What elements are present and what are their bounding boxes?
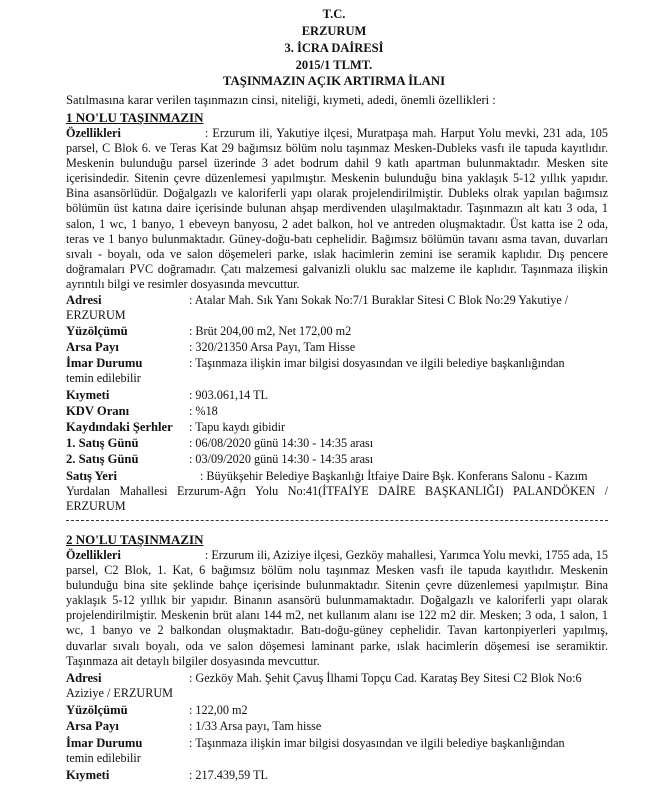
- section-1-vat: : %18: [189, 404, 218, 418]
- section-divider: [66, 520, 608, 521]
- section-2-zoning-cont: temin edilebilir: [66, 751, 141, 765]
- section-1-features-text: : Erzurum ili, Yakutiye ilçesi, Muratpaşa mah. Harput Yolu mevki, 231 ada, 105 parsel, C Blok 6. ve Teras Kat 29 bağımsız bölüm nolu taşınmaz Mesken-Dubleks vasfı ile tapuda kayıtlıdır. Meskenin bulunduğu parsel üzerinde 3 adet bodrum dahil 9 katlı apartman bulunmaktadır. Mesken site içerisindedir. Sitenin çevre düzenlemesi yapılmıştır. Meskenin bulunduğu bina yaklaşık 5-12 yıllık yapıdır. Bina asansörlüdür. Doğalgazlı ve kaloriferli yapı olarak projelendirilmiştir. Dubleks olrak yapılan bağımsız bölümün üst katına daire içerisinde bulunan ahşap merdivenden ulaşılmaktadır. Taşınmazın alt katı 3 oda, 1 salon, 1 wc, 1 banyo, 1 ebeveyn banyosu, 2 adet balkon, hol ve antreden oluşmaktadır. Üst katta ise 2 oda, teras ve 1 banyo bulunmaktadır. Güney-doğu-batı cephelidir. Bağımsız bölümün tavanı asma tavan, duvarları sıvalı - boyalı, oda ve salon döşemeleri parke, ıslak hacimlerin zemini ise seramik kaplıdır. Dış pencere doğramaları PVC doğramadır. Çatı malzemesi galvanizli oluklu sac malzeme ile kaplıdır. Taşınmaza ilişkin ayrıntılı bilgi ve resimler dosyasında mevcuttur.: [66, 126, 608, 291]
- section-1-area: : Brüt 204,00 m2, Net 172,00 m2: [189, 324, 352, 338]
- section-2-area-label: Yüzölçümü: [66, 703, 128, 717]
- section-1-title: 1 NO'LU TAŞINMAZIN: [66, 110, 204, 125]
- section-1-address-cont: ERZURUM: [66, 308, 126, 322]
- section-1-annotations: : Tapu kaydı gibidir: [189, 420, 286, 434]
- section-2-land-share-label: Arsa Payı: [66, 719, 119, 733]
- section-2-zoning-label: İmar Durumu: [66, 736, 143, 750]
- section-2-features-text: : Erzurum ili, Aziziye ilçesi, Gezköy mahallesi, Yarımca Yolu mevki, 1755 ada, 15 parsel, C2 Blok, 1. Kat, 6 bağımsız bölüm nolu taşınmaz Mesken vasfı ile tapuda kayıtlıdır. Meskenin bulunduğu bina site şeklinde bahçe içerisinde bulunmaktadır. Sitenin çevre düzenlemesi yapılmıştır. Bina yaklaşık 5-12 yıllık bir yapıdır. Binanın asansörü bulunmamaktadır. Doğalgazlı ve kaloriferli yapı olarak projelendirilmiştir. Meskenin brüt alanı 144 m2, net kullanım alanı ise 122 m2 dir. Mesken; 3 oda, 1 salon, 1 wc, 1 banyo ve 2 balkondan oluşmaktadır. Batı-doğu-güney cephelidir. Tavan kartonpiyerleri yapılmış, duvarlar sıvalı boyalı, oda ve salon döşemesi laminant parke, ıslak hacimlerin döşemesi ise seramiktir. Taşınmaza ait detaylı bilgiler dosyasında mevcuttur.: [66, 548, 608, 668]
- header-office: 3. İCRA DAİRESİ: [284, 41, 384, 55]
- section-2-address: : Gezköy Mah. Şehit Çavuş İlhami Topçu Cad. Karataş Bey Sitesi C2 Blok No:6: [189, 671, 582, 685]
- section-1-vat-label: KDV Oranı: [66, 404, 130, 418]
- section-1-address-label: Adresi: [66, 293, 102, 307]
- section-2-features-label: Özellikleri: [66, 548, 121, 562]
- section-1-zoning: : Taşınmaza ilişkin imar bilgisi dosyasından ve ilgili belediye başkanlığından: [189, 356, 565, 370]
- section-2-area: : 122,00 m2: [189, 703, 248, 717]
- section-1-sale-place-cont: Yurdalan Mahallesi Erzurum-Ağrı Yolu No:41(İTFAİYE DAİRE BAŞKANLIĞI) PALANDÖKEN / ERZURUM: [66, 484, 608, 514]
- section-2-features: [66, 548, 608, 669]
- intro-text: Satılmasına karar verilen taşınmazın cinsi, niteliği, kıymeti, adedi, önemli özellikleri :: [66, 93, 496, 107]
- section-1-address: : Atalar Mah. Sık Yanı Sokak No:7/1 Buraklar Sitesi C Blok No:29 Yakutiye /: [189, 293, 569, 307]
- section-1-annotations-label: Kaydındaki Şerhler: [66, 420, 173, 434]
- section-1-sale2-label: 2. Satış Günü: [66, 452, 139, 466]
- section-2-land-share: : 1/33 Arsa payı, Tam hisse: [189, 719, 322, 733]
- header-city: ERZURUM: [301, 24, 367, 38]
- section-1-sale-place: : Büyükşehir Belediye Başkanlığı İtfaiye Daire Bşk. Konferans Salonu - Kazım: [200, 469, 588, 483]
- header-tc: T.C.: [322, 7, 346, 21]
- header-file-number: 2015/1 TLMT.: [295, 58, 373, 72]
- section-1-land-share: : 320/21350 Arsa Payı, Tam Hisse: [189, 340, 356, 354]
- section-1-area-label: Yüzölçümü: [66, 324, 128, 338]
- section-1-value: : 903.061,14 TL: [189, 388, 268, 402]
- section-1-features-label: Özellikleri: [66, 126, 121, 140]
- section-2-zoning: : Taşınmaza ilişkin imar bilgisi dosyasından ve ilgili belediye başkanlığından: [189, 736, 565, 750]
- section-1-zoning-label: İmar Durumu: [66, 356, 143, 370]
- section-1-sale-place-label: Satış Yeri: [66, 469, 117, 483]
- section-2-address-label: Adresi: [66, 671, 102, 685]
- section-1-value-label: Kıymeti: [66, 388, 110, 402]
- section-1-sale2: : 03/09/2020 günü 14:30 - 14:35 arası: [189, 452, 374, 466]
- section-2-title: 2 NO'LU TAŞINMAZIN: [66, 532, 204, 547]
- section-1-features: [66, 126, 608, 292]
- section-1-land-share-label: Arsa Payı: [66, 340, 119, 354]
- section-2-address-cont: Aziziye / ERZURUM: [66, 686, 173, 700]
- section-1-sale1-label: 1. Satış Günü: [66, 436, 139, 450]
- section-1-zoning-cont: temin edilebilir: [66, 371, 141, 385]
- section-2-value: : 217.439,59 TL: [189, 768, 268, 782]
- section-1-sale1: : 06/08/2020 günü 14:30 - 14:35 arası: [189, 436, 374, 450]
- section-2-value-label: Kıymeti: [66, 768, 110, 782]
- document-title: TAŞINMAZIN AÇIK ARTIRMA İLANI: [222, 74, 446, 88]
